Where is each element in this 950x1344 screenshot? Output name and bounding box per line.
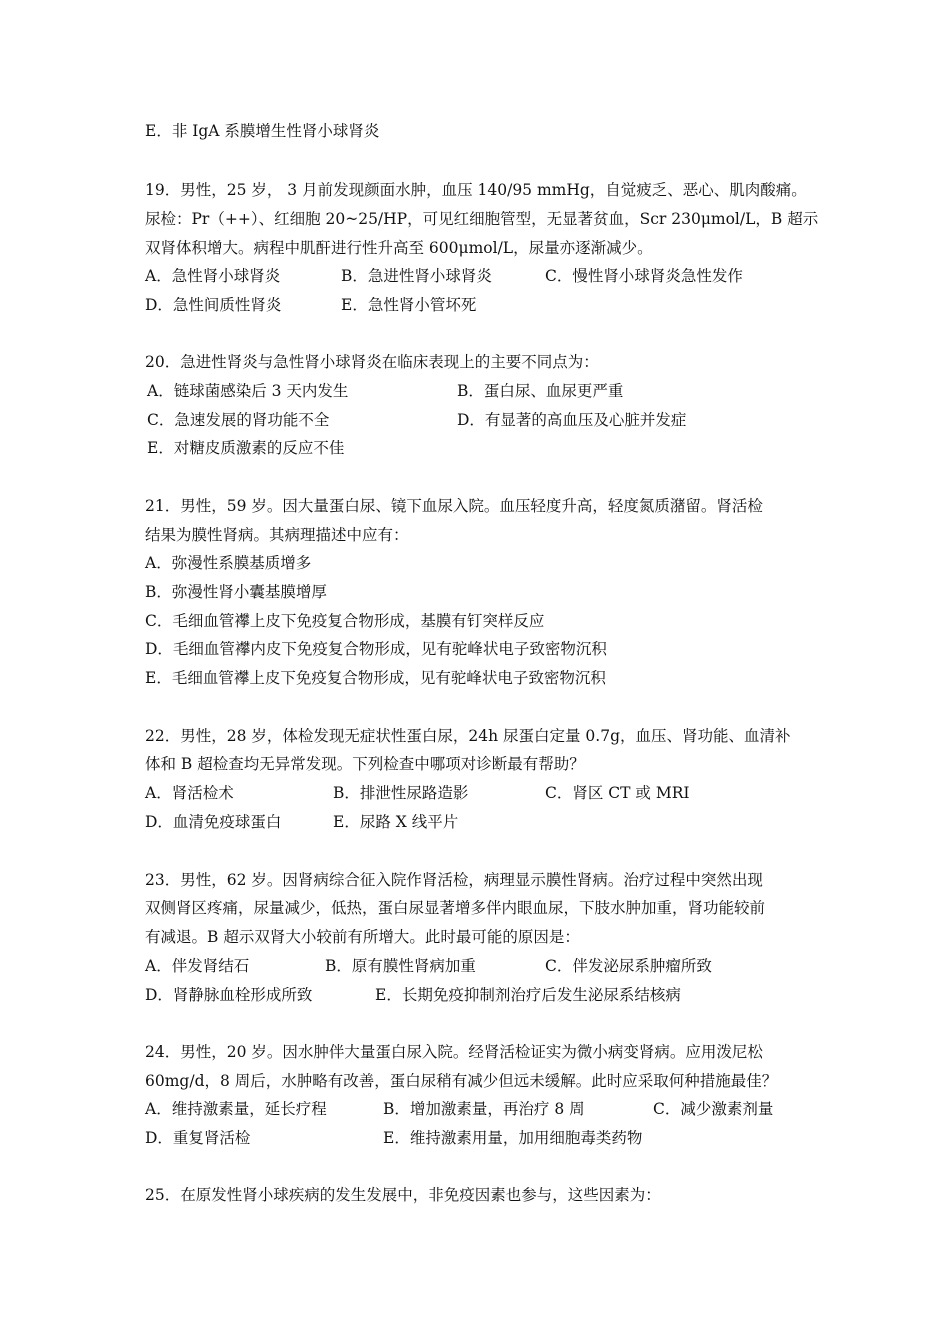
question-25-stem-line: 25．在原发性肾小球疾病的发生发展中，非免疫因素也参与，这些因素为：	[145, 1186, 661, 1204]
question-19-option-b: B．急进性肾小球肾炎	[341, 267, 492, 285]
question-21-stem-line: 结果为膜性肾病。其病理描述中应有：	[145, 526, 409, 544]
question-21-option-a: A．弥漫性系膜基质增多	[145, 554, 312, 572]
question-23-option-b: B．原有膜性肾病加重	[325, 957, 476, 975]
question-20-option-b: B．蛋白尿、血尿更严重	[457, 382, 624, 400]
question-19-stem-line: 双肾体积增大。病程中肌酐进行性升高至 600μmol/L，尿量亦逐渐减少。	[145, 239, 653, 257]
question-22-stem-line: 22．男性，28 岁，体检发现无症状性蛋白尿，24h 尿蛋白定量 0.7g，血压、肾功能、血清补	[145, 727, 791, 745]
question-22-option-e: E．尿路 X 线平片	[333, 813, 459, 831]
question-20-option-e: E．对糖皮质激素的反应不佳	[147, 439, 345, 457]
question-20-option-a: A．链球菌感染后 3 天内发生	[147, 382, 349, 400]
question-24-option-b: B．增加激素量，再治疗 8 周	[383, 1100, 585, 1118]
question-23-option-d: D．肾静脉血栓形成所致	[145, 986, 313, 1004]
question-24-option-e: E．维持激素用量，加用细胞毒类药物	[383, 1129, 643, 1147]
question-23-stem-line: 双侧肾区疼痛，尿量减少，低热，蛋白尿显著增多伴内眼血尿，下肢水肿加重，肾功能较前	[145, 899, 766, 917]
prev-option-e: E．非 IgA 系膜增生性肾小球肾炎	[145, 122, 380, 140]
question-24-stem-line: 60mg/d，8 周后，水肿略有改善，蛋白尿稍有减少但远未缓解。此时应采取何种措施最佳？	[145, 1072, 778, 1090]
question-19-option-c: C．慢性肾小球肾炎急性发作	[545, 267, 743, 285]
question-21-option-c: C．毛细血管襻上皮下免疫复合物形成，基膜有钉突样反应	[145, 612, 545, 630]
question-24-option-a: A．维持激素量，延长疗程	[145, 1100, 327, 1118]
question-19-stem-line: 尿检：Pr（++）、红细胞 20~25/HP，可见红细胞管型，无显著贫血，Scr 230μmol/L，B 超示	[145, 210, 819, 228]
question-23-option-c: C．伴发泌尿系肿瘤所致	[545, 957, 712, 975]
question-22-option-d: D．血清免疫球蛋白	[145, 813, 282, 831]
question-23-option-a: A．伴发肾结石	[145, 957, 250, 975]
question-24-option-c: C．减少激素剂量	[653, 1100, 774, 1118]
question-22-option-b: B．排泄性尿路造影	[333, 784, 469, 802]
question-23-stem-line: 23．男性，62 岁。因肾病综合征入院作肾活检，病理显示膜性肾病。治疗过程中突然出现	[145, 871, 763, 889]
question-22-option-a: A．肾活检术	[145, 784, 234, 802]
question-21-stem-line: 21．男性，59 岁。因大量蛋白尿、镜下血尿入院。血压轻度升高，轻度氮质潴留。肾活检	[145, 497, 763, 515]
question-23-stem-line: 有减退。B 超示双肾大小较前有所增大。此时最可能的原因是：	[145, 928, 580, 946]
question-19-option-d: D．急性间质性肾炎	[145, 296, 282, 314]
question-20-stem-line: 20．急进性肾炎与急性肾小球肾炎在临床表现上的主要不同点为：	[145, 353, 599, 371]
question-21-option-e: E．毛细血管襻上皮下免疫复合物形成，见有驼峰状电子致密物沉积	[145, 669, 606, 687]
question-24-option-d: D．重复肾活检	[145, 1129, 251, 1147]
question-21-option-d: D．毛细血管襻内皮下免疫复合物形成，见有驼峰状电子致密物沉积	[145, 640, 607, 658]
question-19-option-e: E．急性肾小管坏死	[341, 296, 477, 314]
question-19-stem-line: 19．男性，25 岁， 3 月前发现颜面水肿，血压 140/95 mmHg，自觉疲乏、恶心、肌肉酸痛。	[145, 181, 807, 199]
question-20-option-c: C．急速发展的肾功能不全	[147, 411, 330, 429]
question-21-option-b: B．弥漫性肾小囊基膜增厚	[145, 583, 327, 601]
question-22-option-c: C．肾区 CT 或 MRI	[545, 784, 690, 802]
question-20-option-d: D．有显著的高血压及心脏并发症	[457, 411, 687, 429]
question-24-stem-line: 24．男性，20 岁。因水肿伴大量蛋白尿入院。经肾活检证实为微小病变肾病。应用泼尼松	[145, 1043, 763, 1061]
question-22-stem-line: 体和 B 超检查均无异常发现。下列检查中哪项对诊断最有帮助？	[145, 755, 585, 773]
question-19-option-a: A．急性肾小球肾炎	[145, 267, 281, 285]
question-23-option-e: E．长期免疫抑制剂治疗后发生泌尿系结核病	[375, 986, 681, 1004]
